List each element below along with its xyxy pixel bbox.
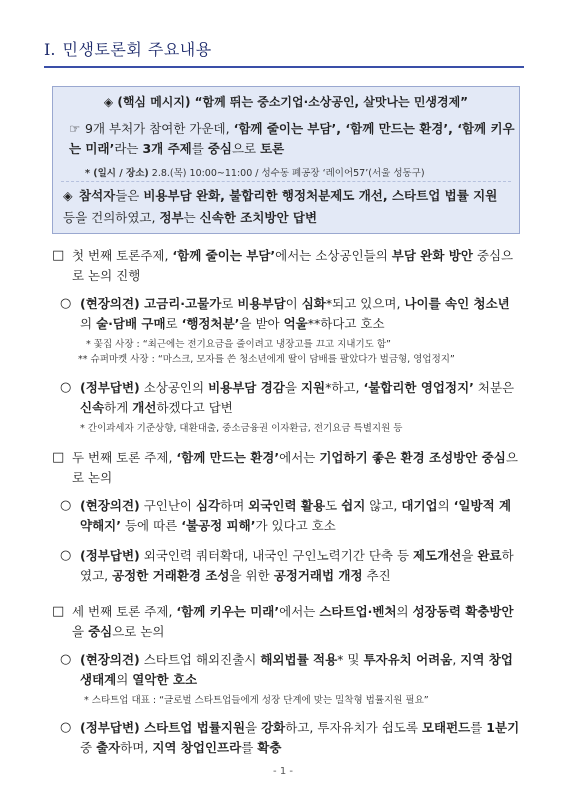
gov-answer-3: ○ (정부답변) 스타트업 법률지원을 강화하고, 투자유치가 쉽도록 모태펀드를 1분기 중 출자하며, 지역 창업인프라를 확충 <box>60 720 520 755</box>
heading-number: Ⅰ. <box>44 40 56 59</box>
time-location: * (일시 / 장소) 2.8.(목) 10:00~11:00 / 성수동 폐공장 ‘레이어57’(서울 성동구) <box>85 168 425 179</box>
square-bullet-icon: □ <box>52 450 65 465</box>
field-opinion-3: ○ (현장의견) 스타트업 해외진출시 해외법률 적용* 및 투자유치 어려움, 지역 창업 생태계의 열악한 호소 <box>60 652 513 687</box>
circle-bullet-icon: ○ <box>60 380 72 395</box>
heading-title: 민생토론회 주요내용 <box>62 40 212 59</box>
circle-bullet-icon: ○ <box>60 720 72 735</box>
circle-bullet-icon: ○ <box>60 652 72 667</box>
footnote: * 스타트업 대표 : “글로벌 스타트업들에게 성장 단계에 맞는 밀착형 법률지원 필요” <box>84 695 429 706</box>
topic-1: □ 첫 번째 토론주제, ‘함께 줄이는 부담’에서는 소상공인들의 부담 완화 방안 중심으로 논의 진행 <box>52 248 514 283</box>
participants-summary: ◈ 참석자들은 비용부담 완화, 불합리한 행정처분제도 개선, 스타트업 법률 지원 등을 건의하였고, 정부는 신속한 조치방안 답변 <box>63 185 513 229</box>
section-heading <box>44 38 524 68</box>
square-bullet-icon: □ <box>52 604 65 619</box>
gov-answer-1: ○ (정부답변) 소상공인의 비용부담 경감을 지원*하고, ‘불합리한 영업정지’ 처분은 신속하게 개선하겠다고 답변 <box>60 380 515 415</box>
topic-3: □ 세 번째 토론 주제, ‘함께 키우는 미래’에서는 스타트업·벤처의 성장동력 확충방안을 중심으로 논의 <box>52 604 514 639</box>
square-bullet-icon: □ <box>52 248 65 263</box>
page-number: - 1 - <box>273 766 293 777</box>
summary-divider <box>61 181 511 182</box>
field-opinion-1: ○ (현장의견) 고금리·고물가로 비용부담이 심화*되고 있으며, 나이를 속인 청소년의 술·담배 구매로 ‘행정처분’을 받아 억울**하다고 호소 <box>60 296 510 331</box>
footnote: * 간이과세자 기준상향, 대환대출, 중소금융권 이자환급, 전기요금 특별지원 등 <box>80 423 403 434</box>
field-opinion-2: ○ (현장의견) 구인난이 심각하며 외국인력 활용도 쉽지 않고, 대기업의 ‘일방적 계약해지’ 등에 따른 ‘불공정 피해’가 있다고 호소 <box>60 498 512 533</box>
pointing-hand-icon: ☞ <box>69 121 81 136</box>
diamond-bullet-icon: ◈ <box>63 188 73 203</box>
circle-bullet-icon: ○ <box>60 548 72 563</box>
diamond-bullet-icon: ◈ <box>103 95 114 109</box>
circle-bullet-icon: ○ <box>60 296 72 311</box>
circle-bullet-icon: ○ <box>60 498 72 513</box>
key-message: ◈ (핵심 메시지) “함께 뛰는 중소기업·소상공인, 살맛나는 민생경제” <box>103 95 469 109</box>
topic-2: □ 두 번째 토론 주제, ‘함께 만드는 환경’에서는 기업하기 좋은 환경 조성방안 중심으로 논의 <box>52 450 518 485</box>
participation-summary: ☞ 9개 부처가 참여한 가운데, ‘함께 줄이는 부담’, ‘함께 만드는 환경’, ‘함께 키우는 미래’라는 3개 주제를 중심으로 토론 <box>69 121 515 156</box>
summary-box <box>52 86 520 234</box>
footnote: * 꽃집 사장 : “최근에는 전기요금을 줄이려고 냉장고를 끄고 지내기도 함” <box>86 339 391 350</box>
footnote: ** 슈퍼마켓 사장 : “마스크, 모자를 쓴 청소년에게 딸이 담배를 팔았다가 벌금형, 영업정지” <box>78 354 455 365</box>
gov-answer-2: ○ (정부답변) 외국인력 쿼터확대, 내국인 구인노력기간 단축 등 제도개선을 완료하였고, 공정한 거래환경 조성을 위한 공정거래법 개정 추진 <box>60 548 514 583</box>
